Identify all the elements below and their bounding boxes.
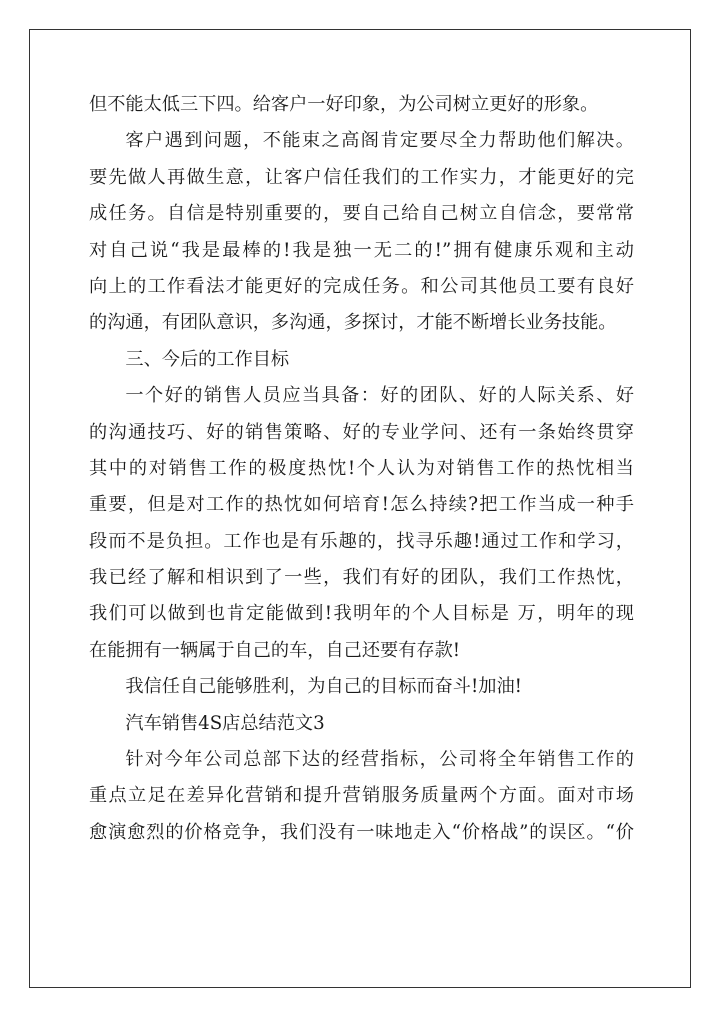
text-line: 一个好的销售人员应当具备：好的团队、好的人际关系、好 bbox=[125, 385, 634, 407]
text-line: 的沟通技巧、好的销售策略、好的专业学问、还有一条始终贯穿 bbox=[89, 421, 634, 443]
text-line: 我已经了解和相识到了一些，我们有好的团队，我们工作热忱， bbox=[89, 567, 634, 589]
text-line: 段而不是负担。工作也是有乐趣的，找寻乐趣!通过工作和学习， bbox=[89, 530, 634, 552]
text-line: 但不能太低三下四。给客户一好印象，为公司树立更好的形象。 bbox=[89, 94, 599, 115]
text-line: 的沟通，有团队意识，多沟通，多探讨，才能不断增长业务技能。 bbox=[89, 312, 617, 334]
text-line: 对自己说“我是最棒的!我是独一无二的!”拥有健康乐观和主动 bbox=[89, 239, 634, 261]
text-line: 重点立足在差异化营销和提升营销服务质量两个方面。面对市场 bbox=[89, 785, 634, 807]
section-heading: 三、今后的工作目标 bbox=[125, 348, 290, 370]
text-line: 客户遇到问题，不能束之高阁肯定要尽全力帮助他们解决。 bbox=[125, 130, 634, 152]
text-line: 成任务。自信是特别重要的，要自己给自己树立自信念，要常常 bbox=[89, 203, 634, 225]
text-line: 在能拥有一辆属于自己的车，自己还要有存款! bbox=[89, 639, 461, 661]
text-line: 要先做人再做生意，让客户信任我们的工作实力，才能更好的完 bbox=[89, 166, 634, 188]
text-line: 其中的对销售工作的极度热忱!个人认为对销售工作的热忱相当 bbox=[89, 457, 634, 479]
text-line: 我信任自己能够胜利，为自己的目标而奋斗!加油! bbox=[125, 676, 522, 698]
section-title: 汽车销售4S店总结范文3 bbox=[125, 712, 325, 734]
text-line: 重要，但是对工作的热忱如何培育!怎么持续?把工作当成一种手 bbox=[89, 494, 634, 516]
text-line: 愈演愈烈的价格竞争，我们没有一味地走入“价格战”的误区。“价 bbox=[89, 821, 634, 843]
document-body bbox=[89, 87, 634, 851]
text-line: 向上的工作看法才能更好的完成任务。和公司其他员工要有良好 bbox=[89, 275, 634, 297]
text-line: 我们可以做到也肯定能做到!我明年的个人目标是 万，明年的现 bbox=[89, 603, 634, 625]
text-line: 针对今年公司总部下达的经营指标，公司将全年销售工作的 bbox=[125, 749, 634, 771]
